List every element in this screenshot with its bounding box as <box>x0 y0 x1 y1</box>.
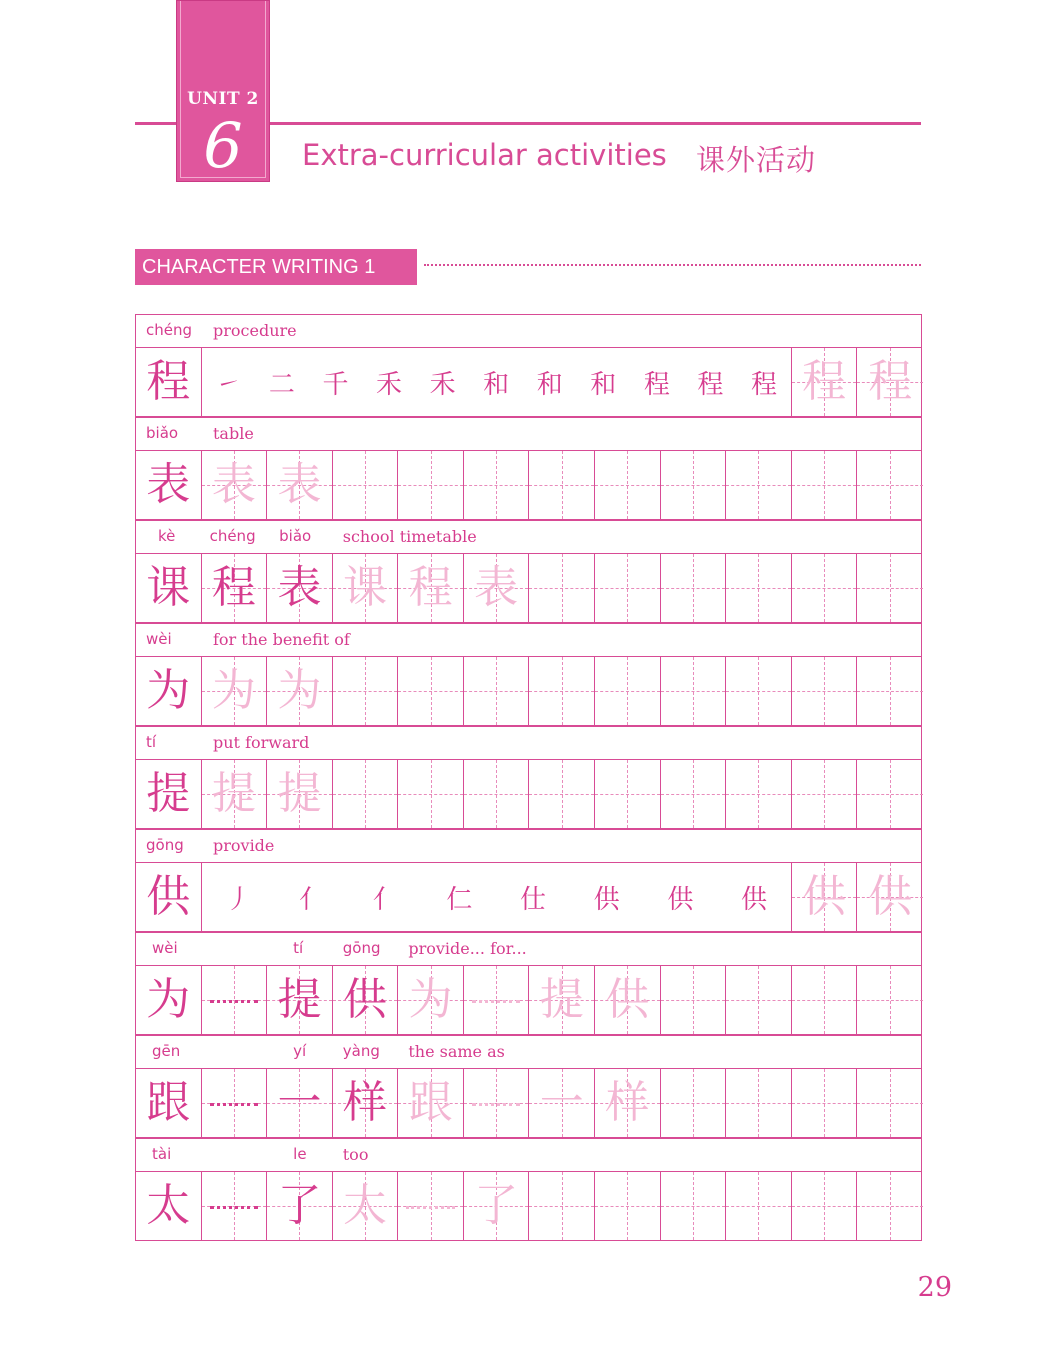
practice-cell-filled[interactable] <box>464 554 530 622</box>
model-character: 提 <box>146 768 191 819</box>
model-character: 供 <box>343 974 388 1025</box>
stroke-order-area <box>202 348 792 416</box>
practice-cell-empty[interactable] <box>529 451 595 519</box>
pinyin-row <box>135 520 922 553</box>
practice-cell-filled[interactable] <box>333 966 399 1034</box>
stroke-step: 千 <box>322 369 349 400</box>
practice-cell-filled[interactable] <box>333 1069 399 1137</box>
practice-block <box>135 1138 922 1241</box>
practice-cell-filled[interactable] <box>267 760 333 828</box>
trace-character: 表 <box>211 459 256 510</box>
practice-block <box>135 829 922 932</box>
practice-cell-filled[interactable] <box>464 966 530 1034</box>
practice-cell-empty[interactable] <box>857 1069 923 1137</box>
practice-cell-filled[interactable] <box>398 1172 464 1240</box>
pinyin-label: gēn <box>152 1042 181 1060</box>
pinyin-row <box>135 726 922 759</box>
practice-cell-empty[interactable] <box>595 554 661 622</box>
practice-cell-empty[interactable] <box>595 1172 661 1240</box>
trace-character: 为 <box>408 974 453 1025</box>
practice-block <box>135 932 922 1035</box>
model-character-cell <box>136 657 202 725</box>
ellipsis-connector <box>472 1000 521 1003</box>
section-dotted-rule <box>424 264 921 266</box>
trace-character: 样 <box>605 1077 650 1128</box>
practice-cell-filled[interactable] <box>267 1172 333 1240</box>
pinyin-label: wèi <box>146 630 172 648</box>
header-rule-left <box>135 122 176 125</box>
practice-cell-filled[interactable] <box>267 1069 333 1137</box>
model-character: 程 <box>146 356 191 407</box>
meaning-label: put forward <box>213 733 310 752</box>
practice-cell-filled[interactable] <box>202 1172 268 1240</box>
practice-cell-filled[interactable] <box>595 1069 661 1137</box>
practice-cell-empty[interactable] <box>595 657 661 725</box>
meaning-label: school timetable <box>342 527 477 546</box>
character-row <box>135 553 922 623</box>
practice-cell-filled[interactable] <box>202 554 268 622</box>
practice-cell-empty[interactable] <box>464 451 530 519</box>
character-row <box>135 965 922 1035</box>
lesson-title-chinese: 课外活动 <box>696 143 817 177</box>
practice-cell-empty[interactable] <box>726 1172 792 1240</box>
model-character-cell <box>136 863 202 931</box>
practice-cell-empty[interactable] <box>857 554 923 622</box>
practice-cell-empty[interactable] <box>857 966 923 1034</box>
practice-cell-filled[interactable] <box>202 451 268 519</box>
pinyin-label: le <box>293 1145 307 1163</box>
trace-character: 跟 <box>408 1077 453 1128</box>
pinyin-row <box>135 1035 922 1068</box>
pinyin-row <box>135 932 922 965</box>
practice-block <box>135 623 922 726</box>
model-character: 一 <box>277 1077 322 1128</box>
practice-cell-empty[interactable] <box>464 657 530 725</box>
stroke-step: 供 <box>740 884 767 915</box>
pinyin-label: chéng <box>209 527 256 545</box>
practice-cell-filled[interactable] <box>202 1069 268 1137</box>
character-row <box>135 450 922 520</box>
practice-cell-empty[interactable] <box>726 966 792 1034</box>
trace-character: 供 <box>605 974 650 1025</box>
trace-cell[interactable] <box>857 348 923 416</box>
practice-cell-empty[interactable] <box>857 1172 923 1240</box>
stroke-step: 仕 <box>520 884 547 915</box>
practice-cell-empty[interactable] <box>857 451 923 519</box>
character-row <box>135 862 922 932</box>
practice-cell-filled[interactable] <box>529 1069 595 1137</box>
trace-cell[interactable] <box>792 348 858 416</box>
character-row <box>135 347 922 417</box>
pinyin-row <box>135 623 922 656</box>
character-row <box>135 1171 922 1241</box>
trace-character: 表 <box>474 562 519 613</box>
practice-cell-filled[interactable] <box>202 657 268 725</box>
practice-cell-empty[interactable] <box>792 760 858 828</box>
model-character-cell <box>136 1069 202 1137</box>
pinyin-label: chéng <box>146 321 193 339</box>
model-character: 为 <box>146 665 191 716</box>
practice-cell-empty[interactable] <box>661 657 727 725</box>
meaning-label: provide... for... <box>408 939 527 958</box>
model-character: 样 <box>343 1077 388 1128</box>
pinyin-label: tài <box>152 1145 172 1163</box>
model-character: 表 <box>146 459 191 510</box>
practice-cell-empty[interactable] <box>726 451 792 519</box>
practice-cell-filled[interactable] <box>464 1069 530 1137</box>
stroke-step: 禾 <box>376 369 403 400</box>
practice-cell-filled[interactable] <box>398 966 464 1034</box>
pinyin-label: yí <box>293 1042 307 1060</box>
meaning-label: table <box>213 424 254 443</box>
stroke-step: 亻 <box>299 884 326 915</box>
stroke-step: 程 <box>750 369 777 400</box>
practice-cell-filled[interactable] <box>267 966 333 1034</box>
practice-cell-empty[interactable] <box>726 554 792 622</box>
stroke-step: 丿 <box>225 884 252 915</box>
practice-cell-empty[interactable] <box>661 966 727 1034</box>
pinyin-label: biǎo <box>279 527 312 545</box>
unit-tab <box>176 0 270 182</box>
practice-cell-empty[interactable] <box>529 554 595 622</box>
stroke-step: 和 <box>483 369 510 400</box>
practice-cell-empty[interactable] <box>726 657 792 725</box>
stroke-step: 和 <box>590 369 617 400</box>
ellipsis-connector <box>210 1103 259 1106</box>
practice-cell-empty[interactable] <box>333 451 399 519</box>
practice-cell-filled[interactable] <box>464 1172 530 1240</box>
ellipsis-connector <box>406 1206 455 1209</box>
practice-cell-empty[interactable] <box>726 1069 792 1137</box>
stroke-order-area <box>202 863 792 931</box>
stroke-step: 亻 <box>372 884 399 915</box>
trace-character: 供 <box>868 871 913 922</box>
model-character: 太 <box>146 1180 191 1231</box>
character-row <box>135 759 922 829</box>
meaning-label: too <box>342 1145 369 1164</box>
practice-cell-empty[interactable] <box>661 760 727 828</box>
pinyin-label: kè <box>158 527 176 545</box>
model-character: 程 <box>211 562 256 613</box>
practice-cell-empty[interactable] <box>333 760 399 828</box>
practice-block <box>135 1035 922 1138</box>
lesson-number: 6 <box>203 109 243 182</box>
practice-cell-filled[interactable] <box>398 1069 464 1137</box>
model-character-cell <box>136 554 202 622</box>
meaning-label: procedure <box>213 321 297 340</box>
trace-character: 为 <box>211 665 256 716</box>
stroke-step: 供 <box>667 884 694 915</box>
practice-cell-empty[interactable] <box>857 657 923 725</box>
pinyin-label: tí <box>293 939 304 957</box>
practice-cell-empty[interactable] <box>398 451 464 519</box>
stroke-step: ㇀ <box>215 369 242 400</box>
practice-cell-empty[interactable] <box>529 1172 595 1240</box>
model-character-cell <box>136 760 202 828</box>
stroke-step: 禾 <box>429 369 456 400</box>
practice-cell-filled[interactable] <box>529 966 595 1034</box>
ellipsis-connector <box>210 1000 259 1003</box>
practice-cell-empty[interactable] <box>857 760 923 828</box>
practice-block <box>135 520 922 623</box>
trace-character: 表 <box>277 459 322 510</box>
model-character-cell <box>136 348 202 416</box>
ellipsis-connector <box>472 1103 521 1106</box>
stroke-step: 二 <box>268 369 295 400</box>
model-character: 了 <box>277 1180 322 1231</box>
practice-cell-empty[interactable] <box>661 451 727 519</box>
trace-character: 程 <box>408 562 453 613</box>
practice-cell-empty[interactable] <box>792 554 858 622</box>
model-character: 跟 <box>146 1077 191 1128</box>
trace-character: 提 <box>211 768 256 819</box>
practice-cell-filled[interactable] <box>267 657 333 725</box>
practice-cell-empty[interactable] <box>661 1069 727 1137</box>
trace-cell[interactable] <box>857 863 923 931</box>
practice-cell-empty[interactable] <box>792 657 858 725</box>
stroke-step: 程 <box>643 369 670 400</box>
practice-cell-empty[interactable] <box>529 657 595 725</box>
pinyin-row <box>135 1138 922 1171</box>
pinyin-row <box>135 829 922 862</box>
practice-cell-empty[interactable] <box>661 1172 727 1240</box>
practice-cell-filled[interactable] <box>267 451 333 519</box>
pinyin-label: biǎo <box>146 424 179 442</box>
model-character: 课 <box>146 562 191 613</box>
trace-character: 一 <box>539 1077 584 1128</box>
practice-cell-empty[interactable] <box>464 760 530 828</box>
practice-cell-empty[interactable] <box>398 657 464 725</box>
character-writing-grid <box>135 314 922 1241</box>
practice-cell-filled[interactable] <box>267 554 333 622</box>
practice-cell-filled[interactable] <box>398 554 464 622</box>
model-character: 表 <box>277 562 322 613</box>
model-character-cell <box>136 1172 202 1240</box>
trace-character: 供 <box>802 871 847 922</box>
model-character: 供 <box>146 871 191 922</box>
pinyin-label: gōng <box>146 836 184 854</box>
section-heading: CHARACTER WRITING 1 <box>135 249 417 285</box>
model-character-cell <box>136 966 202 1034</box>
practice-cell-empty[interactable] <box>792 966 858 1034</box>
stroke-step: 仁 <box>446 884 473 915</box>
pinyin-row <box>135 417 922 450</box>
practice-cell-filled[interactable] <box>333 554 399 622</box>
ellipsis-connector <box>210 1206 259 1209</box>
pinyin-label: tí <box>146 733 157 751</box>
trace-character: 了 <box>474 1180 519 1231</box>
stroke-step: 和 <box>536 369 563 400</box>
stroke-step: 供 <box>593 884 620 915</box>
practice-cell-filled[interactable] <box>202 760 268 828</box>
unit-label: UNIT 2 <box>187 89 259 109</box>
practice-cell-empty[interactable] <box>792 1069 858 1137</box>
page-number: 29 <box>917 1272 952 1303</box>
trace-character: 程 <box>868 356 913 407</box>
pinyin-label: wèi <box>152 939 178 957</box>
practice-block <box>135 417 922 520</box>
trace-character: 太 <box>343 1180 388 1231</box>
practice-cell-empty[interactable] <box>529 760 595 828</box>
practice-cell-empty[interactable] <box>726 760 792 828</box>
practice-cell-filled[interactable] <box>333 1172 399 1240</box>
practice-block <box>135 314 922 417</box>
trace-character: 提 <box>277 768 322 819</box>
character-row <box>135 1068 922 1138</box>
practice-cell-empty[interactable] <box>595 451 661 519</box>
trace-character: 为 <box>277 665 322 716</box>
model-character: 提 <box>277 974 322 1025</box>
header-rule-right <box>270 122 921 125</box>
practice-cell-empty[interactable] <box>398 760 464 828</box>
practice-cell-empty[interactable] <box>792 451 858 519</box>
trace-character: 提 <box>539 974 584 1025</box>
meaning-label: the same as <box>408 1042 505 1061</box>
pinyin-row <box>135 314 922 347</box>
practice-cell-empty[interactable] <box>661 554 727 622</box>
trace-character: 课 <box>343 562 388 613</box>
pinyin-label: yàng <box>342 1042 380 1060</box>
lesson-title-english: Extra-curricular activities <box>302 138 667 172</box>
practice-block <box>135 726 922 829</box>
pinyin-label: gōng <box>342 939 381 957</box>
practice-cell-filled[interactable] <box>202 966 268 1034</box>
stroke-step: 程 <box>697 369 724 400</box>
practice-cell-empty[interactable] <box>595 760 661 828</box>
meaning-label: provide <box>213 836 275 855</box>
practice-cell-empty[interactable] <box>333 657 399 725</box>
model-character-cell <box>136 451 202 519</box>
meaning-label: for the benefit of <box>213 630 350 649</box>
model-character: 为 <box>146 974 191 1025</box>
practice-cell-empty[interactable] <box>792 1172 858 1240</box>
trace-cell[interactable] <box>792 863 858 931</box>
trace-character: 程 <box>802 356 847 407</box>
character-row <box>135 656 922 726</box>
practice-cell-filled[interactable] <box>595 966 661 1034</box>
